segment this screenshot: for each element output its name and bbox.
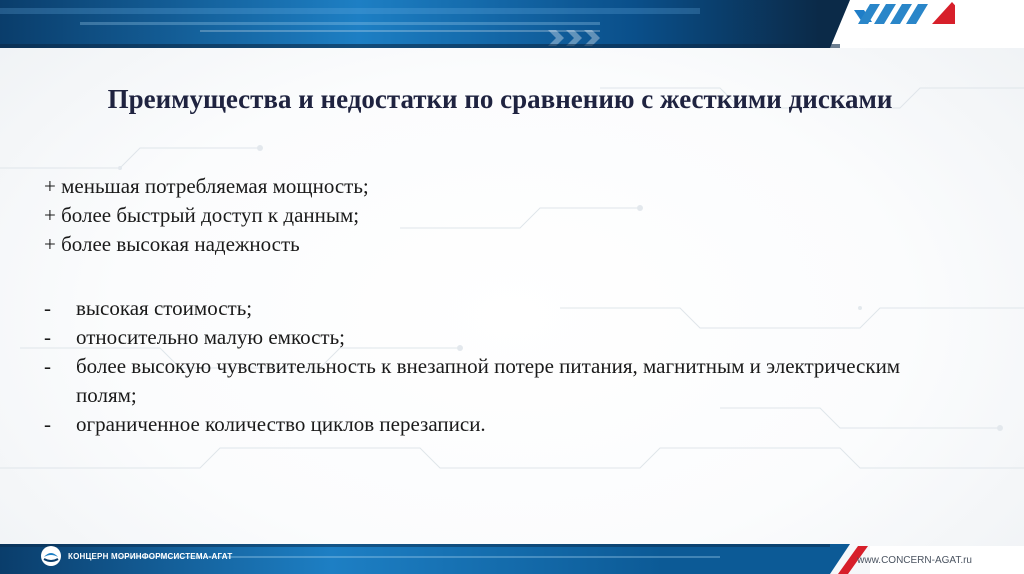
site-url: www.CONCERN-AGAT.ru [857, 555, 972, 566]
disadvantages-list [44, 294, 944, 439]
dash-marker: - [44, 354, 51, 378]
advantage-item: + меньшая потребляемая мощность; [44, 174, 369, 198]
disadvantage-item [44, 352, 944, 410]
dash-marker: - [44, 412, 51, 436]
disadvantage-text: высокая стоимость; [76, 296, 253, 320]
advantages-list [44, 172, 369, 259]
disadvantage-text: ограниченное количество циклов перезаписи. [76, 412, 486, 436]
logo-mark-icon [40, 545, 62, 567]
slide-title: Преимущества и недостатки по сравнению с жесткими дисками [107, 84, 893, 114]
dash-marker: - [44, 296, 51, 320]
bottom-banner [0, 536, 1024, 574]
circuit-background [0, 48, 1024, 538]
disadvantage-text: относительно малую емкость; [76, 325, 346, 349]
advantage-item: + более высокая надежность [44, 232, 300, 256]
dash-marker: - [44, 325, 51, 349]
advantage-item: + более быстрый доступ к данным; [44, 203, 360, 227]
top-banner [0, 0, 1024, 48]
disadvantage-item [44, 294, 944, 323]
logo-text: КОНЦЕРН МОРИНФОРМСИСТЕМА-АГАТ [68, 551, 233, 561]
disadvantage-text: более высокую чувствительность к внезапной потере питания, магнитным и электрическим полям; [76, 354, 901, 407]
disadvantage-item [44, 323, 944, 352]
disadvantage-item [44, 410, 944, 439]
company-logo [40, 545, 232, 567]
